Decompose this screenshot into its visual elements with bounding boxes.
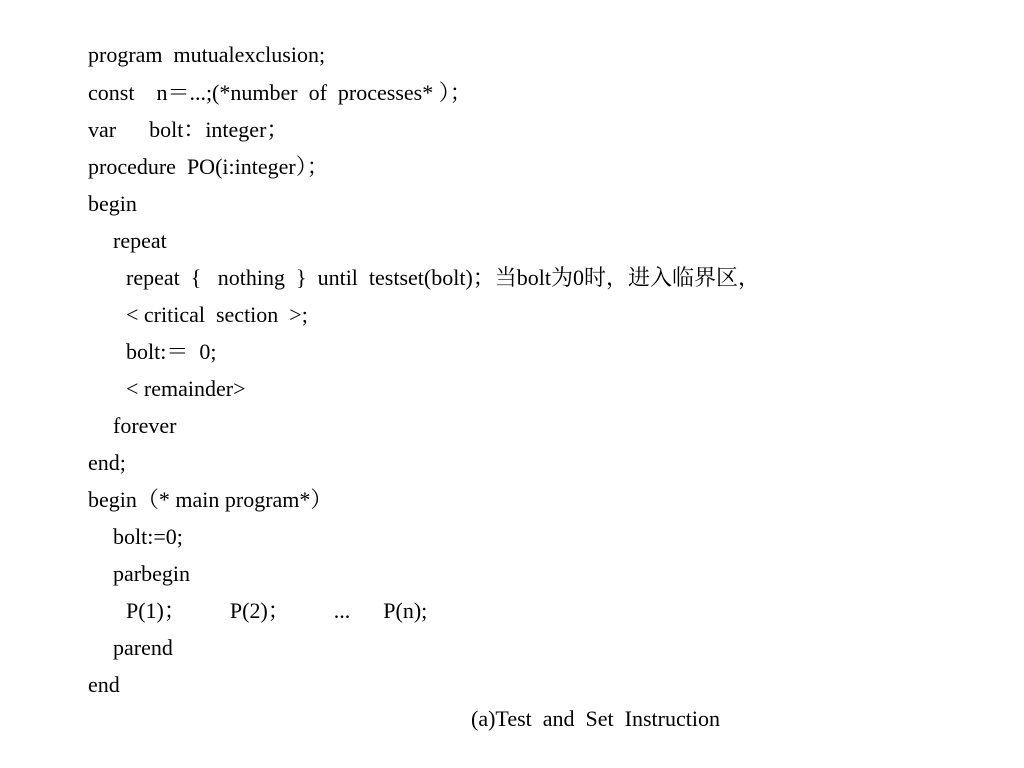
code-line-parend: parend xyxy=(113,635,173,660)
code-line-parbegin: parbegin xyxy=(113,561,190,586)
code-line-critical-section: < critical section >; xyxy=(126,302,308,327)
code-line-end-procedure: end; xyxy=(88,450,126,475)
code-line-repeat: repeat xyxy=(113,228,167,253)
code-line-end-main: end xyxy=(88,672,120,697)
code-line-bolt-reset: bolt:＝ 0; xyxy=(126,339,217,364)
code-line-repeat-until: repeat { nothing } until testset(bolt)；当bolt为0时，进入临界区， xyxy=(126,265,761,290)
code-line-var: var bolt：integer； xyxy=(88,117,289,142)
code-line-procedure: procedure PO(i:integer）； xyxy=(88,154,329,179)
code-line-bolt-init: bolt:=0; xyxy=(113,524,183,549)
code-line-forever: forever xyxy=(113,413,177,438)
figure-caption: (a)Test and Set Instruction xyxy=(471,706,720,731)
code-line-begin-main: begin（* main program*） xyxy=(88,487,333,512)
code-line-begin: begin xyxy=(88,191,137,216)
code-line-remainder: < remainder> xyxy=(126,376,246,401)
code-line-const: const n＝...;(*number of processes* ）； xyxy=(88,80,472,105)
code-line-processes: P(1)； P(2)； ... P(n); xyxy=(126,598,428,623)
code-line-program: program mutualexclusion; xyxy=(88,42,326,67)
